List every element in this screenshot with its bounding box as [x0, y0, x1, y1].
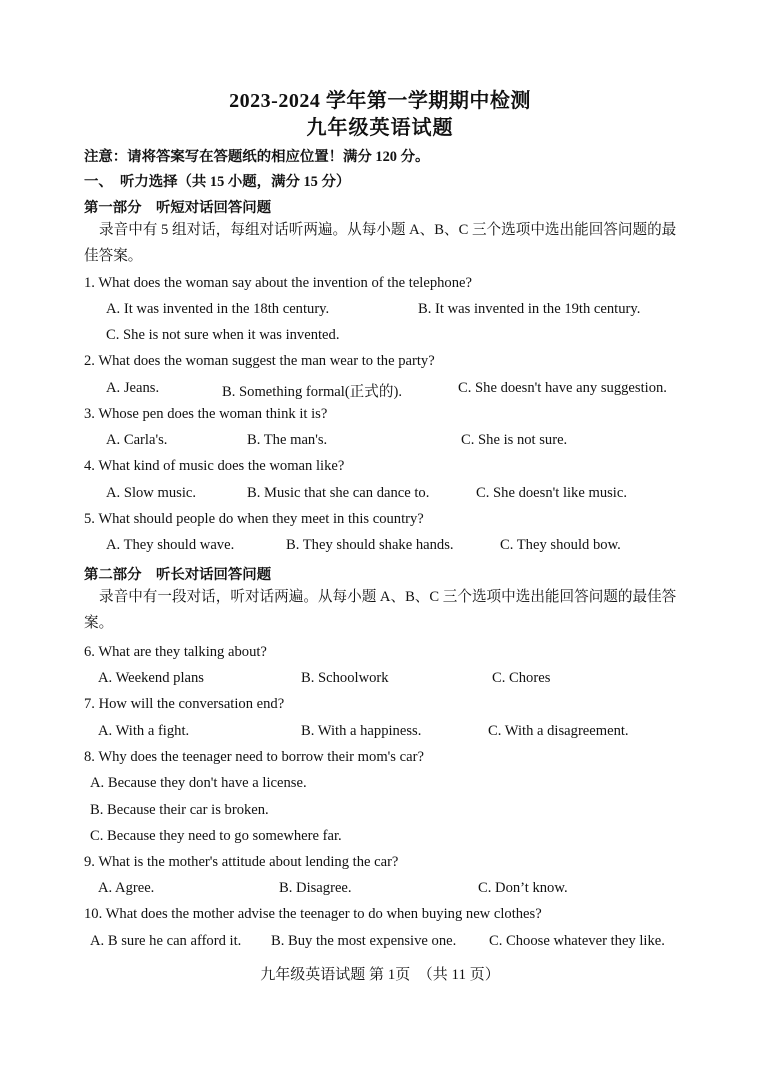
q1-option-c: C. She is not sure when it was invented. — [106, 327, 340, 343]
q1-option-a: A. It was invented in the 18th century. — [106, 301, 330, 317]
q10-option-b: B. Buy the most expensive one. — [271, 933, 457, 949]
q10-option-a: A. B sure he can afford it. — [90, 933, 242, 949]
part2-heading: 第二部分 听长对话回答问题 — [84, 567, 272, 583]
q7-option-a: A. With a fight. — [98, 723, 190, 739]
q4-option-a: A. Slow music. — [106, 485, 196, 501]
q5-option-c: C. They should bow. — [500, 537, 621, 553]
q9-option-b: B. Disagree. — [279, 880, 352, 896]
question-1: 1. What does the woman say about the invention of the telephone? — [84, 275, 472, 291]
q3-option-b: B. The man's. — [247, 432, 328, 448]
exam-subtitle: 九年级英语试题 — [306, 117, 454, 139]
section-heading-listening: 一、 听力选择（共 15 小题，满分 15 分） — [84, 174, 351, 190]
q6-option-b: B. Schoolwork — [301, 670, 389, 686]
q9-option-c: C. Don’t know. — [478, 880, 568, 896]
q7-option-b: B. With a happiness. — [301, 723, 422, 739]
notice-text: 注意：请将答案写在答题纸的相应位置！满分 120 分。 — [84, 149, 430, 165]
exam-title: 2023-2024 学年第一学期期中检测 — [229, 90, 531, 112]
q6-option-a: A. Weekend plans — [98, 670, 204, 686]
question-6: 6. What are they talking about? — [84, 644, 267, 660]
q2-option-b: B. Something formal(正式的). — [222, 384, 402, 400]
q7-option-c: C. With a disagreement. — [488, 723, 629, 739]
page-footer: 九年级英语试题 第 1页 （共 11 页） — [260, 967, 500, 983]
question-7: 7. How will the conversation end? — [84, 696, 285, 712]
q4-option-b: B. Music that she can dance to. — [247, 485, 430, 501]
question-3: 3. Whose pen does the woman think it is? — [84, 406, 328, 422]
q8-option-b: B. Because their car is broken. — [90, 802, 269, 818]
question-5: 5. What should people do when they meet in this country? — [84, 511, 424, 527]
question-4: 4. What kind of music does the woman like? — [84, 458, 345, 474]
question-2: 2. What does the woman suggest the man wear to the party? — [84, 353, 435, 369]
q3-option-c: C. She is not sure. — [461, 432, 568, 448]
q8-option-c: C. Because they need to go somewhere far. — [90, 828, 342, 844]
part1-heading: 第一部分 听短对话回答问题 — [84, 200, 272, 216]
question-10: 10. What does the mother advise the teenager to do when buying new clothes? — [84, 906, 542, 922]
q5-option-a: A. They should wave. — [106, 537, 235, 553]
q2-option-c: C. She doesn't have any suggestion. — [458, 380, 667, 396]
question-8: 8. Why does the teenager need to borrow their mom's car? — [84, 749, 424, 765]
q6-option-c: C. Chores — [492, 670, 551, 686]
q4-option-c: C. She doesn't like music. — [476, 485, 627, 501]
q10-option-c: C. Choose whatever they like. — [489, 933, 665, 949]
part2-instruction: 录音中有一段对话，听对话两遍。从每小题 A、B、C 三个选项中选出能回答问题的最佳答案。 — [84, 589, 677, 631]
q8-option-a: A. Because they don't have a license. — [90, 775, 307, 791]
part1-instruction: 录音中有 5 组对话，每组对话听两遍。从每小题 A、B、C 三个选项中选出能回答问题的最佳答案。 — [84, 222, 677, 264]
q3-option-a: A. Carla's. — [106, 432, 168, 448]
question-9: 9. What is the mother's attitude about lending the car? — [84, 854, 399, 870]
q9-option-a: A. Agree. — [98, 880, 155, 896]
q1-option-b: B. It was invented in the 19th century. — [418, 301, 641, 317]
q5-option-b: B. They should shake hands. — [286, 537, 454, 553]
q2-option-a: A. Jeans. — [106, 380, 160, 396]
